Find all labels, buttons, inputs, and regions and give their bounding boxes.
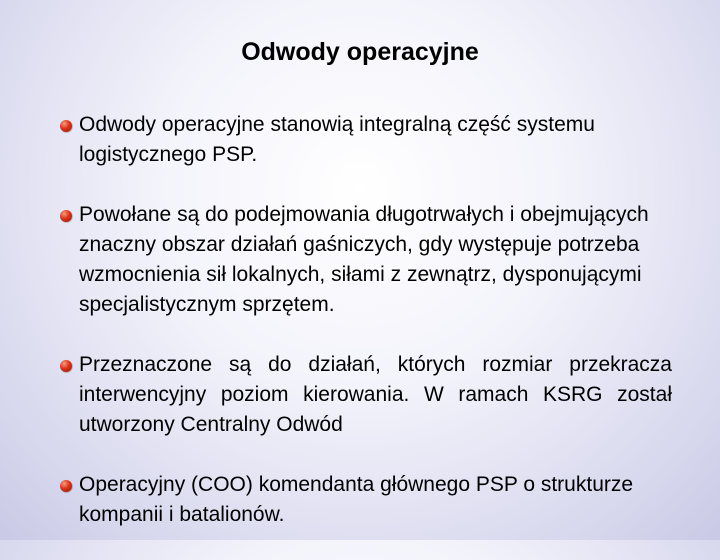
- bullet-item: [60, 110, 672, 170]
- bullet-text: Operacyjny (COO) komendanta głównego PSP o strukturze kompanii i batalionów.: [79, 473, 634, 526]
- bullet-dot-icon: [60, 360, 72, 372]
- bullet-dot-icon: [60, 480, 72, 492]
- bullet-text: Przeznaczone są do działań, których rozmiar przekracza interwencyjny poziom kierowania. W ramach KSRG został utworzony Centralny Odwód: [79, 353, 672, 436]
- bullet-item: [60, 200, 672, 320]
- bullet-list: [60, 110, 672, 560]
- bullet-item: [60, 350, 672, 440]
- bullet-item: [60, 470, 672, 530]
- bullet-dot-icon: [60, 120, 72, 132]
- bullet-text: Odwody operacyjne stanowią integralną część systemu logistycznego PSP.: [79, 113, 595, 166]
- bullet-dot-icon: [60, 210, 72, 222]
- bullet-text: Powołane są do podejmowania długotrwałych i obejmujących znaczny obszar działań gaśniczych, gdy występuje potrzeba wzmocnienia sił lokalnych, siłami z zewnątrz, dysponującymi specjalistycznym sprzętem.: [79, 203, 649, 316]
- slide-title: Odwody operacyjne: [241, 38, 479, 66]
